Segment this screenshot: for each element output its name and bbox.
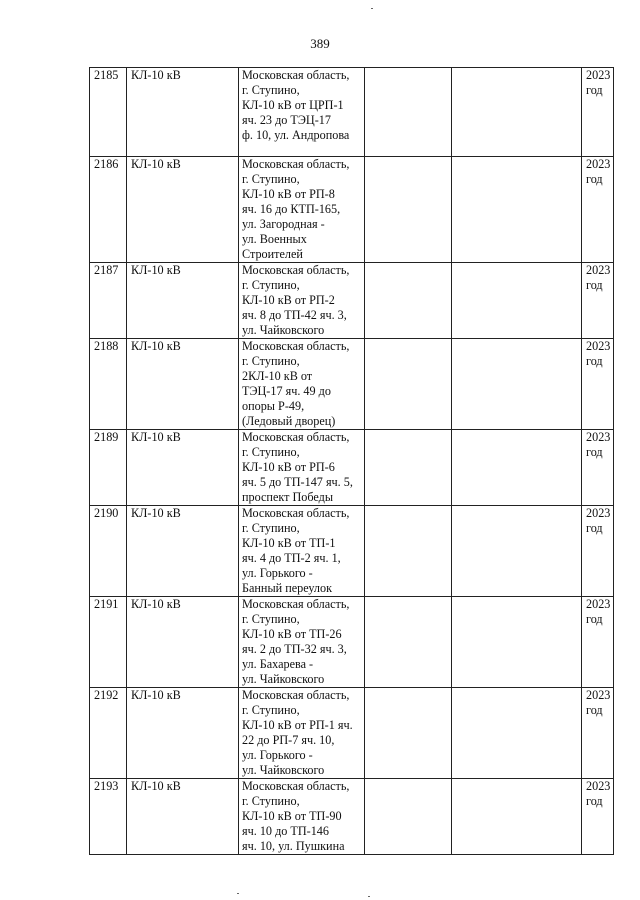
- address-cell: Московская область, г. Ступино, КЛ-10 кВ от РП-8 яч. 16 до КТП-165, ул. Загородная - ул. Военных Строителей: [239, 157, 365, 263]
- table-row: [90, 339, 614, 430]
- year-cell: [582, 157, 614, 263]
- empty-cell: [365, 688, 452, 779]
- row-number-cell: 2188: [90, 339, 127, 430]
- row-number-cell: 2192: [90, 688, 127, 779]
- empty-cell: [365, 779, 452, 855]
- year-value: 2023: [586, 157, 611, 171]
- empty-cell: [452, 68, 582, 157]
- year-value: 2023: [586, 430, 611, 444]
- year-cell: [582, 68, 614, 157]
- address-cell: Московская область, г. Ступино, КЛ-10 кВ от ТП-90 яч. 10 до ТП-146 яч. 10, ул. Пушкина: [239, 779, 365, 855]
- row-number-cell: 2190: [90, 506, 127, 597]
- line-type-cell: КЛ-10 кВ: [127, 688, 239, 779]
- year-value: 2023: [586, 597, 611, 611]
- year-unit: год: [586, 794, 603, 808]
- empty-cell: [452, 430, 582, 506]
- table-row: [90, 157, 614, 263]
- year-value: 2023: [586, 779, 611, 793]
- row-number-cell: 2189: [90, 430, 127, 506]
- year-value: 2023: [586, 506, 611, 520]
- row-number-cell: 2187: [90, 263, 127, 339]
- empty-cell: [365, 430, 452, 506]
- empty-cell: [365, 597, 452, 688]
- table-row: [90, 506, 614, 597]
- year-unit: год: [586, 521, 603, 535]
- line-type-cell: КЛ-10 кВ: [127, 157, 239, 263]
- address-cell: Московская область, г. Ступино, КЛ-10 кВ от ТП-26 яч. 2 до ТП-32 яч. 3, ул. Бахарева - ул. Чайковского: [239, 597, 365, 688]
- year-unit: год: [586, 612, 603, 626]
- empty-cell: [452, 263, 582, 339]
- address-cell: Московская область, г. Ступино, КЛ-10 кВ от РП-2 яч. 8 до ТП-42 яч. 3, ул. Чайковского: [239, 263, 365, 339]
- table-body: [90, 68, 614, 855]
- year-cell: [582, 430, 614, 506]
- year-unit: год: [586, 278, 603, 292]
- address-cell: Московская область, г. Ступино, КЛ-10 кВ от РП-6 яч. 5 до ТП-147 яч. 5, проспект Победы: [239, 430, 365, 506]
- empty-cell: [365, 263, 452, 339]
- line-type-cell: КЛ-10 кВ: [127, 339, 239, 430]
- empty-cell: [452, 779, 582, 855]
- empty-cell: [365, 506, 452, 597]
- year-unit: год: [586, 354, 603, 368]
- line-type-cell: КЛ-10 кВ: [127, 68, 239, 157]
- year-cell: [582, 263, 614, 339]
- year-value: 2023: [586, 688, 611, 702]
- empty-cell: [452, 157, 582, 263]
- table-row: [90, 68, 614, 157]
- year-cell: [582, 339, 614, 430]
- empty-cell: [365, 339, 452, 430]
- year-value: 2023: [586, 339, 611, 353]
- year-unit: год: [586, 172, 603, 186]
- year-cell: [582, 597, 614, 688]
- year-cell: [582, 506, 614, 597]
- line-type-cell: КЛ-10 кВ: [127, 597, 239, 688]
- year-value: 2023: [586, 263, 611, 277]
- empty-cell: [452, 506, 582, 597]
- address-cell: Московская область, г. Ступино, КЛ-10 кВ от РП-1 яч. 22 до РП-7 яч. 10, ул. Горького - ул. Чайковского: [239, 688, 365, 779]
- table-row: [90, 263, 614, 339]
- row-number-cell: 2193: [90, 779, 127, 855]
- scan-speck: [371, 8, 373, 9]
- table-row: [90, 430, 614, 506]
- year-value: 2023: [586, 68, 611, 82]
- year-unit: год: [586, 445, 603, 459]
- row-number-cell: 2185: [90, 68, 127, 157]
- row-number-cell: 2186: [90, 157, 127, 263]
- table-row: [90, 779, 614, 855]
- line-type-cell: КЛ-10 кВ: [127, 779, 239, 855]
- table-row: [90, 597, 614, 688]
- line-type-cell: КЛ-10 кВ: [127, 506, 239, 597]
- empty-cell: [452, 339, 582, 430]
- scan-speck: [237, 893, 239, 894]
- row-number-cell: 2191: [90, 597, 127, 688]
- line-type-cell: КЛ-10 кВ: [127, 263, 239, 339]
- empty-cell: [452, 688, 582, 779]
- empty-cell: [365, 157, 452, 263]
- empty-cell: [452, 597, 582, 688]
- empty-cell: [365, 68, 452, 157]
- year-unit: год: [586, 703, 603, 717]
- table-row: [90, 688, 614, 779]
- year-cell: [582, 688, 614, 779]
- year-cell: [582, 779, 614, 855]
- address-cell: Московская область, г. Ступино, 2КЛ-10 кВ от ТЭЦ-17 яч. 49 до опоры Р-49, (Ледовый дворец): [239, 339, 365, 430]
- year-unit: год: [586, 83, 603, 97]
- register-table: [89, 67, 614, 855]
- line-type-cell: КЛ-10 кВ: [127, 430, 239, 506]
- scan-speck: [368, 896, 370, 897]
- page-number: 389: [310, 36, 330, 51]
- address-cell: Московская область, г. Ступино, КЛ-10 кВ от ЦРП-1 яч. 23 до ТЭЦ-17 ф. 10, ул. Андропова: [239, 68, 365, 157]
- address-cell: Московская область, г. Ступино, КЛ-10 кВ от ТП-1 яч. 4 до ТП-2 яч. 1, ул. Горького - Банный переулок: [239, 506, 365, 597]
